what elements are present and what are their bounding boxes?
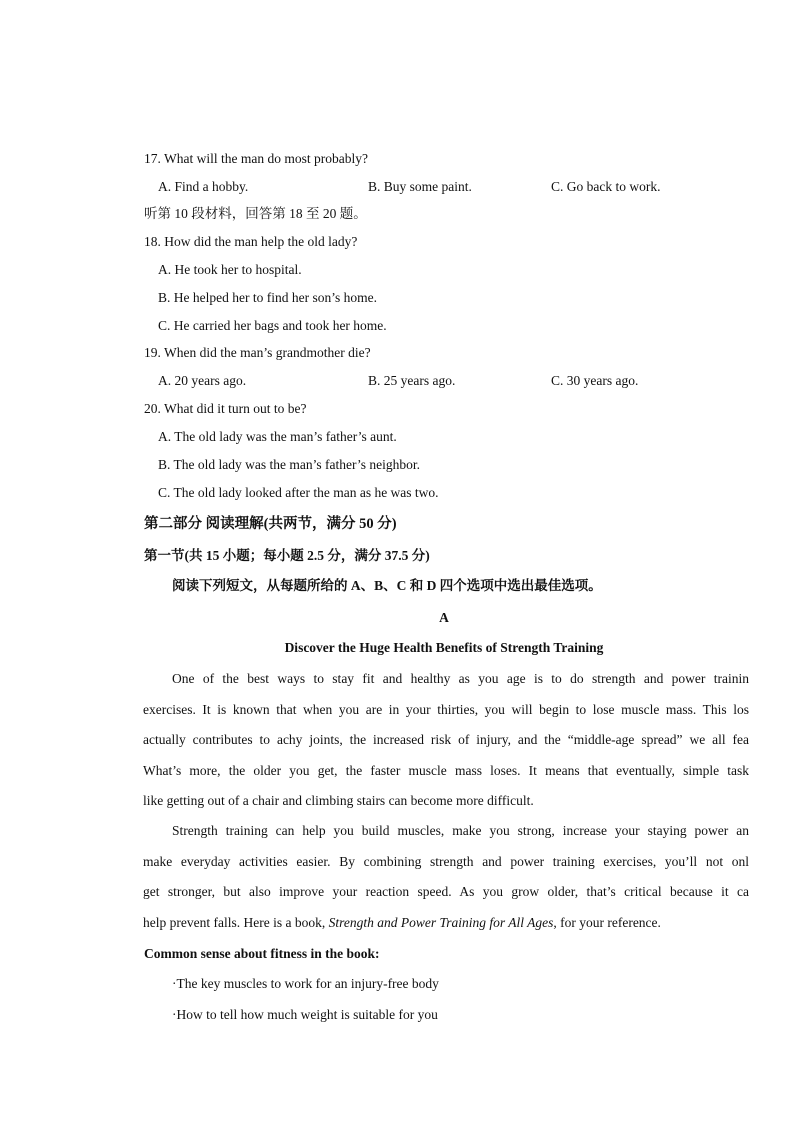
q19-option-b: B. 25 years ago. <box>368 373 456 388</box>
paragraph-1-line: One of the best ways to stay fit and healthy as you age is to do strength and power trainin <box>172 671 749 686</box>
passage-letter: A <box>439 610 449 625</box>
q17-option-b: B. Buy some paint. <box>368 179 472 194</box>
paragraph-2-line: Strength training can help you build muscles, make you strong, increase your staying power an <box>172 823 749 838</box>
passage-title: Discover the Huge Health Benefits of Strength Training <box>284 640 604 655</box>
paragraph-1-line: exercises. It is known that when you are in your thirties, you will begin to lose muscle mass. This los <box>143 701 749 717</box>
reading-instruction: 阅读下列短文，从每题所给的 A、B、C 和 D 四个选项中选出最佳选项。 <box>172 578 602 593</box>
q18-option-b: B. He helped her to find her son’s home. <box>158 290 377 305</box>
bullet-item: ·The key muscles to work for an injury-free body <box>172 976 439 991</box>
section-10-instruction: 听第 10 段材料，回答第 18 至 20 题。 <box>144 206 367 221</box>
q19-option-c: C. 30 years ago. <box>551 373 639 388</box>
paragraph-2 <box>143 822 749 944</box>
question-18: 18. How did the man help the old lady? <box>144 234 358 249</box>
question-20: 20. What did it turn out to be? <box>144 401 307 416</box>
book-title: Strength and Power Training for All Ages <box>328 914 554 930</box>
q17-option-a: A. Find a hobby. <box>158 179 249 194</box>
paragraph-2-line: make everyday activities easier. By combining strength and power training exercises, you’ll not onl <box>143 853 749 869</box>
paragraph-2-last-line <box>143 914 749 945</box>
section-one-title: 第一节(共 15 小题；每小题 2.5 分，满分 37.5 分) <box>144 548 430 563</box>
q17-option-c: C. Go back to work. <box>551 179 661 194</box>
paragraph-2-line: get stronger, but also improve your reaction speed. As you grow older, that’s critical because it ca <box>143 884 749 899</box>
question-17: 17. What will the man do most probably? <box>144 151 368 166</box>
paragraph-1-line: like getting out of a chair and climbing stairs can become more difficult. <box>143 793 534 808</box>
common-sense-heading: Common sense about fitness in the book: <box>144 946 380 961</box>
paragraph-1-line: What’s more, the older you get, the faster muscle mass loses. It means that eventually, simple task <box>143 762 749 778</box>
bullet-item: ·How to tell how much weight is suitable for you <box>172 1007 438 1022</box>
q18-option-c: C. He carried her bags and took her home. <box>158 318 387 333</box>
paragraph-2-text-after: , for your reference. <box>553 914 661 930</box>
question-19: 19. When did the man’s grandmother die? <box>144 345 371 360</box>
q20-option-a: A. The old lady was the man’s father’s aunt. <box>158 429 397 444</box>
part-two-title: 第二部分 阅读理解(共两节，满分 50 分) <box>144 516 397 532</box>
paragraph-1-line: actually contributes to achy joints, the increased risk of injury, and the “middle-age spread” we all fea <box>143 732 749 747</box>
q18-option-a: A. He took her to hospital. <box>158 262 302 277</box>
paragraph-2-text-before: help prevent falls. Here is a book, <box>143 914 329 930</box>
q19-option-a: A. 20 years ago. <box>158 373 247 388</box>
paragraph-1 <box>143 670 749 823</box>
q20-option-c: C. The old lady looked after the man as he was two. <box>158 485 439 500</box>
q20-option-b: B. The old lady was the man’s father’s neighbor. <box>158 457 420 472</box>
